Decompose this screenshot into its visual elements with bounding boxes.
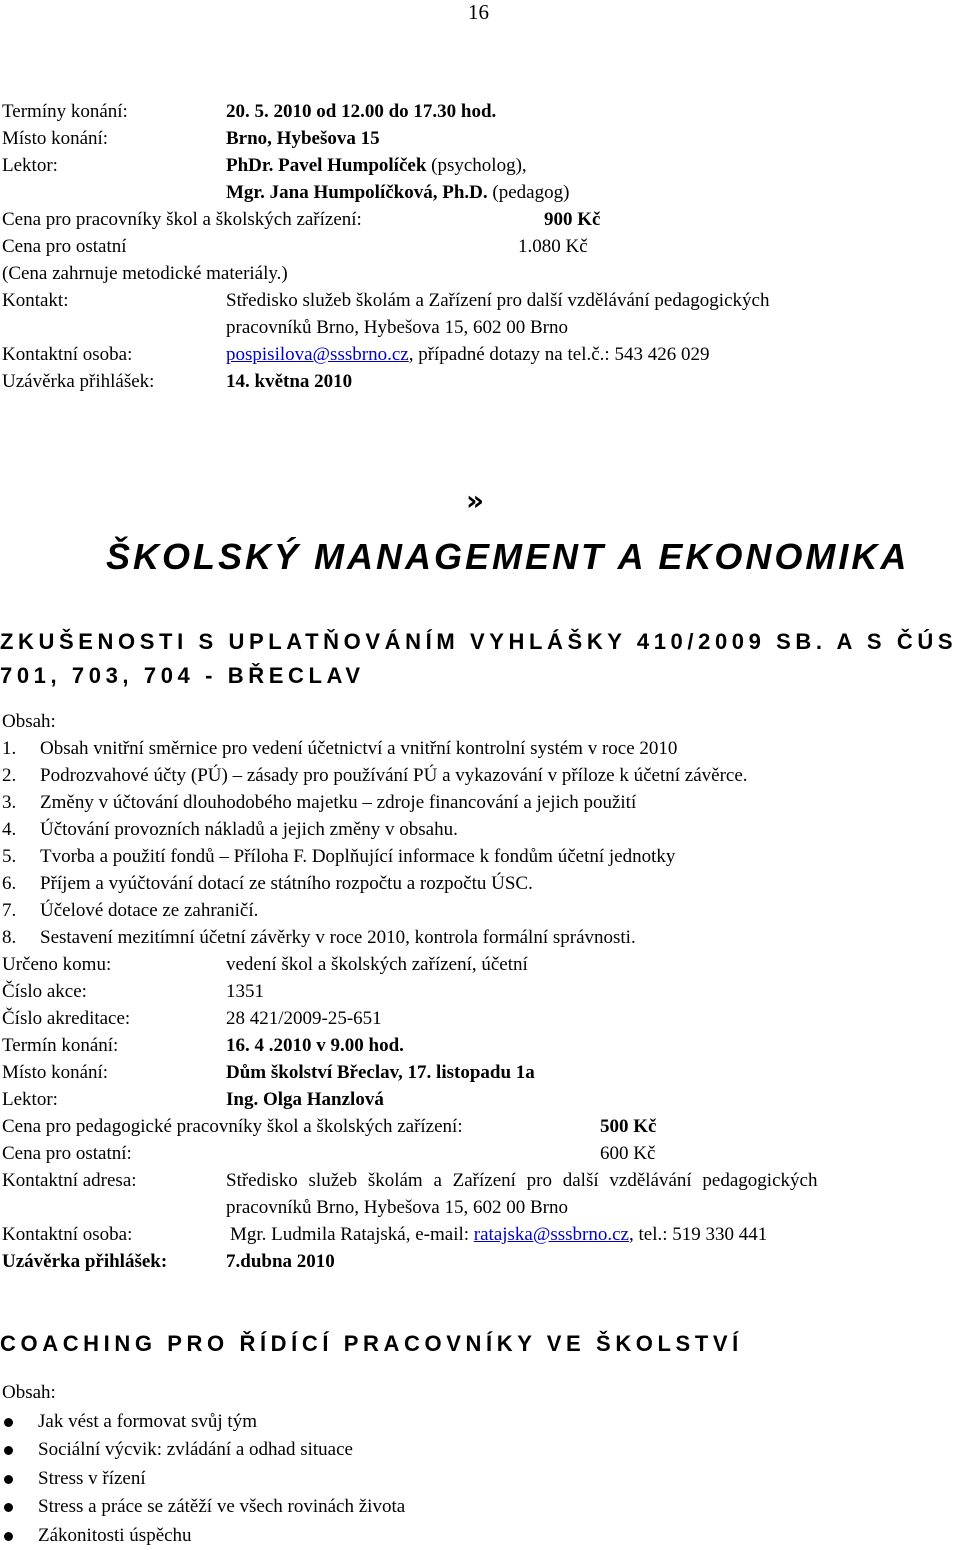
deadline-label: Uzávěrka přihlášek: (2, 371, 155, 392)
price4-value: 600 Kč (600, 1143, 656, 1164)
term-row: Termín konání: 16. 4 .2010 v 9.00 hod. (2, 1035, 404, 1056)
price1-label: Cena pro pracovníky škol a školských zařízení: (2, 209, 362, 230)
terms-label: Termíny konání: (2, 101, 128, 122)
list-item: Stress a práce se zátěží ve všech rovinách života (38, 1496, 406, 1517)
place-row (2, 127, 380, 151)
list-item: 1. Obsah vnitřní směrnice pro vedení účetnictví a vnitřní kontrolní systém v roce 2010 (2, 738, 678, 759)
price3-row: Cena pro pedagogické pracovníky škol a školských zařízení: 500 Kč (2, 1116, 657, 1137)
price2-value: 1.080 Kč (518, 236, 588, 257)
price2-label: Cena pro ostatní (2, 236, 127, 257)
email-link[interactable]: pospisilova@sssbrno.cz (226, 344, 409, 365)
bullet-icon (4, 1446, 13, 1455)
bullet-icon (4, 1532, 13, 1541)
person-label: Kontaktní osoba: (2, 344, 133, 365)
address-value-2: pracovníků Brno, Hybešova 15, 602 00 Brno (226, 1197, 568, 1218)
person2-value: Mgr. Ludmila Ratajská, e-mail: ratajska@sssbrno.cz, tel.: 519 330 441 (230, 1224, 768, 1245)
person-row (2, 343, 710, 367)
list-item: 5. Tvorba a použití fondů – Příloha F. Doplňující informace k fondům účetní jednotky (2, 846, 676, 867)
accred-value: 28 421/2009-25-651 (226, 1008, 382, 1029)
bullet-icon (4, 1475, 13, 1484)
deadline2-value: 7.dubna 2010 (226, 1251, 335, 1272)
list-item: 3. Změny v účtování dlouhodobého majetku – zdroje financování a jejich použití (2, 792, 637, 813)
price1-row (2, 208, 601, 232)
deadline-row (2, 370, 353, 394)
address-row: Kontaktní adresa: Středisko služeb školám a Zařízení pro další vzdělávání pedagogických (2, 1170, 818, 1191)
place-value: Brno, Hybešova 15 (226, 128, 380, 149)
terms-row (2, 100, 497, 124)
contact-value-2: pracovníků Brno, Hybešova 15, 602 00 Brno (226, 317, 568, 338)
deadline-value: 14. května 2010 (226, 371, 353, 392)
page-number: 16 (468, 0, 489, 24)
person-value: pospisilova@sssbrno.cz, případné dotazy na tel.č.: 543 426 029 (226, 344, 710, 365)
lector-row (2, 154, 527, 178)
course1-title-line2: 701, 703, 704 - BŘECLAV (0, 663, 365, 688)
place-label: Místo konání: (2, 128, 109, 149)
course2-title: COACHING PRO ŘÍDÍCÍ PRACOVNÍKY VE ŠKOLSTVÍ (0, 1331, 743, 1356)
lector-label: Lektor: (2, 155, 58, 176)
contact-label: Kontakt: (2, 290, 69, 311)
address-value-1: Středisko služeb školám a Zařízení pro další vzdělávání pedagogických (226, 1170, 818, 1191)
list-item: 7. Účelové dotace ze zahraničí. (2, 900, 259, 921)
list-item: Zákonitosti úspěchu (38, 1525, 192, 1546)
price4-row: Cena pro ostatní: 600 Kč (2, 1143, 656, 1164)
term-value: 16. 4 .2010 v 9.00 hod. (226, 1035, 404, 1056)
email-link-2[interactable]: ratajska@sssbrno.cz (473, 1224, 629, 1245)
list-item: 8. Sestavení mezitímní účetní závěrky v roce 2010, kontrola formální správnosti. (2, 927, 636, 948)
lector2-value: Ing. Olga Hanzlová (226, 1089, 384, 1110)
lector2-row: Lektor: Ing. Olga Hanzlová (2, 1089, 384, 1110)
contact-value-1: Středisko služeb školám a Zařízení pro další vzdělávání pedagogických (226, 290, 770, 311)
list-item: 2. Podrozvahové účty (PÚ) – zásady pro používání PÚ a vykazování v příloze k účetní závěrce. (2, 765, 748, 786)
place2-value: Dům školství Břeclav, 17. listopadu 1a (226, 1062, 535, 1083)
place2-row: Místo konání: Dům školství Břeclav, 17. listopadu 1a (2, 1062, 535, 1083)
price1-value: 900 Kč (544, 209, 601, 230)
course1-title-line1: ZKUŠENOSTI S UPLATŇOVÁNÍM VYHLÁŠKY 410/2009 SB. A S ČÚS (0, 629, 958, 654)
accred-row: Číslo akreditace: 28 421/2009-25-651 (2, 1008, 382, 1029)
action-value: 1351 (226, 981, 264, 1002)
list-item: Stress v řízení (38, 1468, 146, 1489)
deadline2-row: Uzávěrka přihlášek: 7.dubna 2010 (2, 1251, 335, 1272)
lector-value-2: Mgr. Jana Humpolíčková, Ph.D. (pedagog) (226, 182, 570, 203)
section-title: ŠKOLSKÝ MANAGEMENT A EKONOMIKA (106, 536, 910, 577)
list-item: 4. Účtování provozních nákladů a jejich změny v obsahu. (2, 819, 458, 840)
terms-value: 20. 5. 2010 od 12.00 do 17.30 hod. (226, 101, 497, 122)
bullet-icon (4, 1418, 13, 1427)
course1-contents-label: Obsah: (2, 711, 56, 732)
course2-contents-label: Obsah: (2, 1382, 56, 1403)
list-item: Jak vést a formovat svůj tým (38, 1411, 257, 1432)
for-row: Určeno komu: vedení škol a školských zařízení, účetní (2, 954, 528, 975)
for-value: vedení škol a školských zařízení, účetní (226, 954, 528, 975)
price2-row (2, 235, 588, 259)
person2-row: Kontaktní osoba: Mgr. Ludmila Ratajská, e-mail: ratajska@sssbrno.cz, tel.: 519 330 441 (2, 1224, 768, 1245)
price-note: (Cena zahrnuje metodické materiály.) (2, 263, 288, 284)
list-item: 6. Příjem a vyúčtování dotací ze státního rozpočtu a rozpočtu ÚSC. (2, 873, 533, 894)
section-arrows: » (466, 484, 485, 517)
price3-value: 500 Kč (600, 1116, 657, 1137)
contact-row (2, 289, 770, 313)
list-item: Sociální výcvik: zvládání a odhad situace (38, 1439, 353, 1460)
bullet-icon (4, 1503, 13, 1512)
lector-value-1: PhDr. Pavel Humpolíček (psycholog), (226, 155, 527, 176)
action-row: Číslo akce: 1351 (2, 981, 264, 1002)
